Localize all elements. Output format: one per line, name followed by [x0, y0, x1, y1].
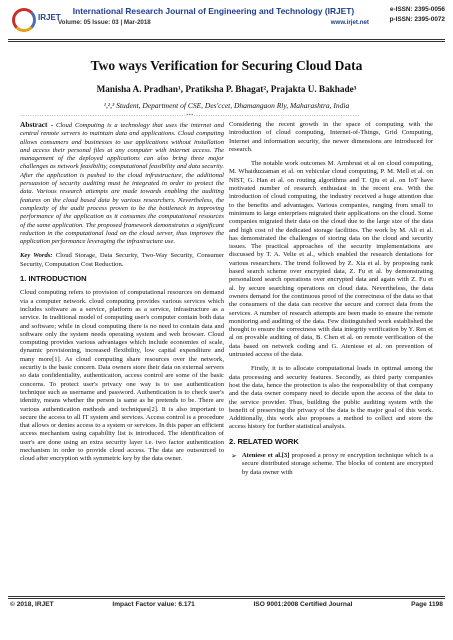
related-author: Ateniese et al.[3] [241, 451, 290, 459]
left-column [20, 121, 224, 470]
paper-title: Two ways Verification for Securing Cloud Data [90, 58, 363, 73]
section-heading-related-work: 2. RELATED WORK [229, 436, 299, 446]
related-work-item [229, 452, 433, 477]
abstract [20, 121, 224, 246]
related-text: proposed a proxy re encryption technique which is a secure distributed storage scheme. The blocks of content are encrypted by data owner with [241, 451, 433, 476]
separator-line: ---------------------------------------------------------------------***--------------------------------------------------------------------- [20, 113, 360, 118]
e-issn: e-ISSN: 2395-0056 [389, 6, 445, 13]
body-paragraph-1: Considering the recent growth in the space of computing with the introduction of cloud computing, Internet-of-Things, Grid Computing, Internet and information security, the newer dimensions are introduced for research. [229, 121, 433, 153]
affiliation: ¹,²,³ Student, Department of CSE, Des'ccet, Dhamangaon Rly, Maharashtra, India [103, 101, 350, 110]
right-column [229, 121, 433, 477]
page-number: Page 1198 [411, 601, 443, 608]
impact-factor: Impact Factor value: 6.171 [112, 601, 195, 608]
abstract-label: Abstract - [20, 120, 54, 129]
bullet-arrow-icon: ➢ [231, 451, 237, 460]
footer-rule [8, 596, 445, 599]
logo-ring-icon [12, 8, 36, 32]
header-rule [8, 39, 445, 42]
section-heading-introduction: 1. INTRODUCTION [20, 274, 87, 284]
keywords [20, 252, 224, 269]
journal-url[interactable]: www.irjet.net [330, 19, 369, 26]
body-paragraph-3: Firstly, it is to allocate computational loads in optimal among the data processing and security features. Secondly, as third party companies host the data, hence the protection is also the responsibility of that company and the data owner company need to decide upon the access of the data to the service provider. Thus, building the public auditing system with the benefit of preserving the privacy of the data is the major goal of this work. Additionally, this work also proposes a method to collect and store the access history for further statistical analysis. [229, 365, 433, 431]
author-list: Manisha A. Pradhan¹, Pratiksha P. Bhagat², Prajakta U. Bakhade³ [96, 84, 357, 94]
volume-issue: Volume: 05 Issue: 03 | Mar-2018 [58, 19, 151, 26]
body-paragraph-2: The notable work outcomes M. Armbrust et al on cloud computing, M. Whaiduzzaman et al. on vehicular cloud computing, P. M. Mell et al. on NIST, G. Han et al. on routing algorithms and T. Qiu et al. on IoT have motivated number of research enthusiast in the recent era. With the introduction of cloud computing, the industry received a huge attention due to the benefits and advantages. Various companies, ranging from small to minimum to large enterprises migrated their applications on the cloud. Some companies migrated their data on the cloud due to the large size of the data and high cost of the dedicated storage facilities. The work by M. Ali et al. has demonstrated the challenges of storing data on the cloud and security issues. The practical approaches of the security implementations are discussed by T. A. Velte et al., which enabled the research dentations for various researchers. The trend followed by Z. Xia et al. by proposing rank based search scheme over encrypted data, Z. Fu et al. by demonstrating personalized search operations over encrypted data and again with Z. Fu et al. by secure searching operations on cloud data. Nevertheless, the data owners demand for the continuous proof of the correctness of the data so that the consumers of the data can receive the secure and correct data from the services. A number of research attempts are been made to ensure the remote monitoring and auditing of the data. Few distinguished work established the thought to ensure the correctness with data integrity verification by Y. Ren et al on provable auditing of data, B. Chen et al. on remote verification of the data based on network coding and G. Ateniese et al. on prevention of untrusted access of the data. [229, 160, 433, 359]
iso-cert: ISO 9001:2008 Certified Journal [253, 601, 353, 608]
keywords-label: Key Words: [20, 252, 53, 260]
journal-header [8, 6, 445, 38]
journal-name: International Research Journal of Engineering and Technology (IRJET) [72, 6, 355, 16]
abstract-text: Cloud Computing is a technology that uses the internet and central remote servers to maintain data and applications. Cloud computing allows consumers and businesses to use applications without installation and access their personal files at any computer with internet access. The management of the deployed applications can also bring three major challenges as network feasibility, computational feasibility and data security. After the application is pushed to the cloud infrastructure, the additional persuasion of security auditing must be integrated in order to protect the data. Various research attempts are made towards enabling the auditing features on the cloud based data by various researchers. Nevertheless, the complexity of the audit process proven to be the bottleneck in improving performance of the application as it consumes the computational resources of the same application. The proposed framework demonstrates a significant reduction in the computational load on the cloud server, thus improves the application performance leveraging the infrastructure use. [20, 122, 224, 246]
logo-text: IRJET [38, 13, 61, 22]
intro-paragraph: Cloud computing refers to provision of computational resources on demand via a computer network. cloud computing provides various services which includes software as a service, platform as a service, infrastructure as a service. In traditional model of computing user's computer contain both data and software; while in cloud computing there is no need to contain data and software only the system needs operating system and web browser. Cloud computing provides various advantages which include economies of scale, dynamic provisioning, increased flexibility, low capital expenditure and many more[1]. As cloud computing share resources over the network, security is the basic concern. Data owners store their data on external servers so data confidentiality, authentication, access control are some of the basic concerns. To protect user's privacy one way is to use authentication technique such as username and password. Authentication is to check user's identity, means whether the person is same as he pretends to be. There are various authentication methods and techniques[2]. It is also important to secure the access to all IT system and services. Access control is a procedure that allows or denies access to a system or services. In this paper an efficient access mechanism using capability list is introduced. The identification of user's are done using an extra security layer i.e. two factor authentication mechanism in order to provide cloud access. The data are outsourced to cloud after encryption with symmetric key by the data owner. [20, 289, 224, 463]
copyright: © 2018, IRJET [10, 601, 54, 608]
keywords-text: Cloud Storage, Data Security, Two-Way Security, Consumer Security, Computation Cost Reduction. [20, 252, 224, 268]
p-issn: p-ISSN: 2395-0072 [389, 16, 445, 23]
irjet-logo [8, 6, 61, 34]
journal-footer [10, 601, 443, 608]
